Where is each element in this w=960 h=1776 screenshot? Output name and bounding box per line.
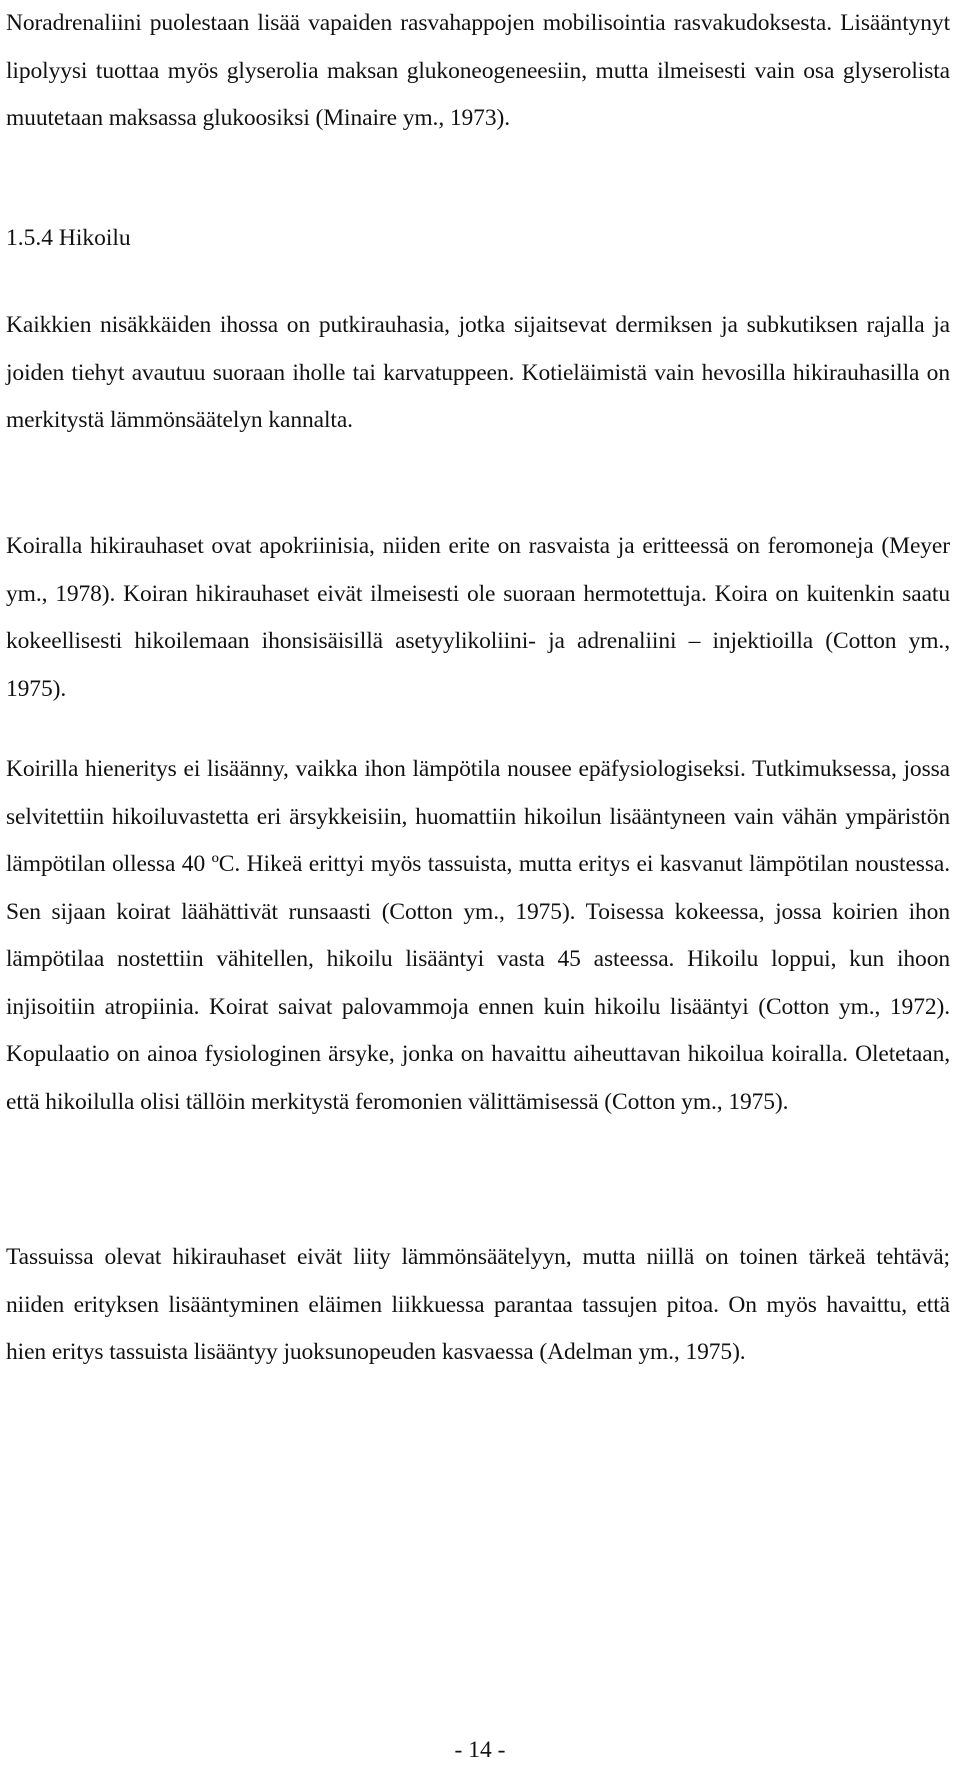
paragraph-hieneritys: Koirilla hieneritys ei lisäänny, vaikka ihon lämpötila nousee epäfysiologiseksi. Tutkimuksessa, jossa selvitettiin hikoiluvastetta eri ärsykkeisiin, huomattiin hikoilun lisääntyneen vain vähän ympäristön lämpötilan ollessa 40 ºC. Hikeä erittyi myös tassuista, mutta eritys ei kasvanut lämpötilan noustessa. Sen sijaan koirat läähättivät runsaasti (Cotton ym., 1975). Toisessa kokeessa, jossa koirien ihon lämpötilaa nostettiin vähitellen, hikoilu lisääntyi vasta 45 asteessa. Hikoilu loppui, kun ihoon injisoitiin atropiinia. Koirat saivat palovammoja ennen kuin hikoilu lisääntyi (Cotton ym., 1972). Kopulaatio on ainoa fysiologinen ärsyke, jonka on havaittu aiheuttavan hikoilua koiralla. Oletetaan, että hikoilulla olisi tällöin merkitystä feromonien välittämisessä (Cotton ym., 1975).: [6, 756, 950, 1115]
paragraph-koiran-hikirauhaset: Koiralla hikirauhaset ovat apokriinisia, niiden erite on rasvaista ja eritteessä on feromoneja (Meyer ym., 1978). Koiran hikirauhaset eivät ilmeisesti ole suoraan hermotettuja. Koira on kuitenkin saatu kokeellisesti hikoilemaan ihonsisäisillä asetyylikoliini- ja adrenaliini – injektioilla (Cotton ym., 1975).: [6, 533, 950, 702]
paragraph-tassut: Tassuissa olevat hikirauhaset eivät liity lämmönsäätelyyn, mutta niillä on toinen tärkeä tehtävä; niiden erityksen lisääntyminen eläimen liikkuessa parantaa tassujen pitoa. On myös havaittu, että hien eritys tassuista lisääntyy juoksunopeuden kasvaessa (Adelman ym., 1975).: [6, 1244, 950, 1365]
section-heading: 1.5.4 Hikoilu: [6, 225, 131, 251]
paragraph-putkirauhaset: Kaikkien nisäkkäiden ihossa on putkirauhasia, jotka sijaitsevat dermiksen ja subkutiksen rajalla ja joiden tiehyt avautuu suoraan iholle tai karvatuppeen. Kotieläimistä vain hevosilla hikirauhasilla on merkitystä lämmönsäätelyn kannalta.: [6, 312, 950, 433]
paragraph-noradrenaliini: Noradrenaliini puolestaan lisää vapaiden rasvahappojen mobilisointia rasvakudoksesta. Lisääntynyt lipolyysi tuottaa myös glyserolia maksan glukoneogeneesiin, mutta ilmeisesti vain osa glyserolista muutetaan maksassa glukoosiksi (Minaire ym., 1973).: [6, 10, 950, 131]
page-number: - 14 -: [454, 1737, 506, 1763]
